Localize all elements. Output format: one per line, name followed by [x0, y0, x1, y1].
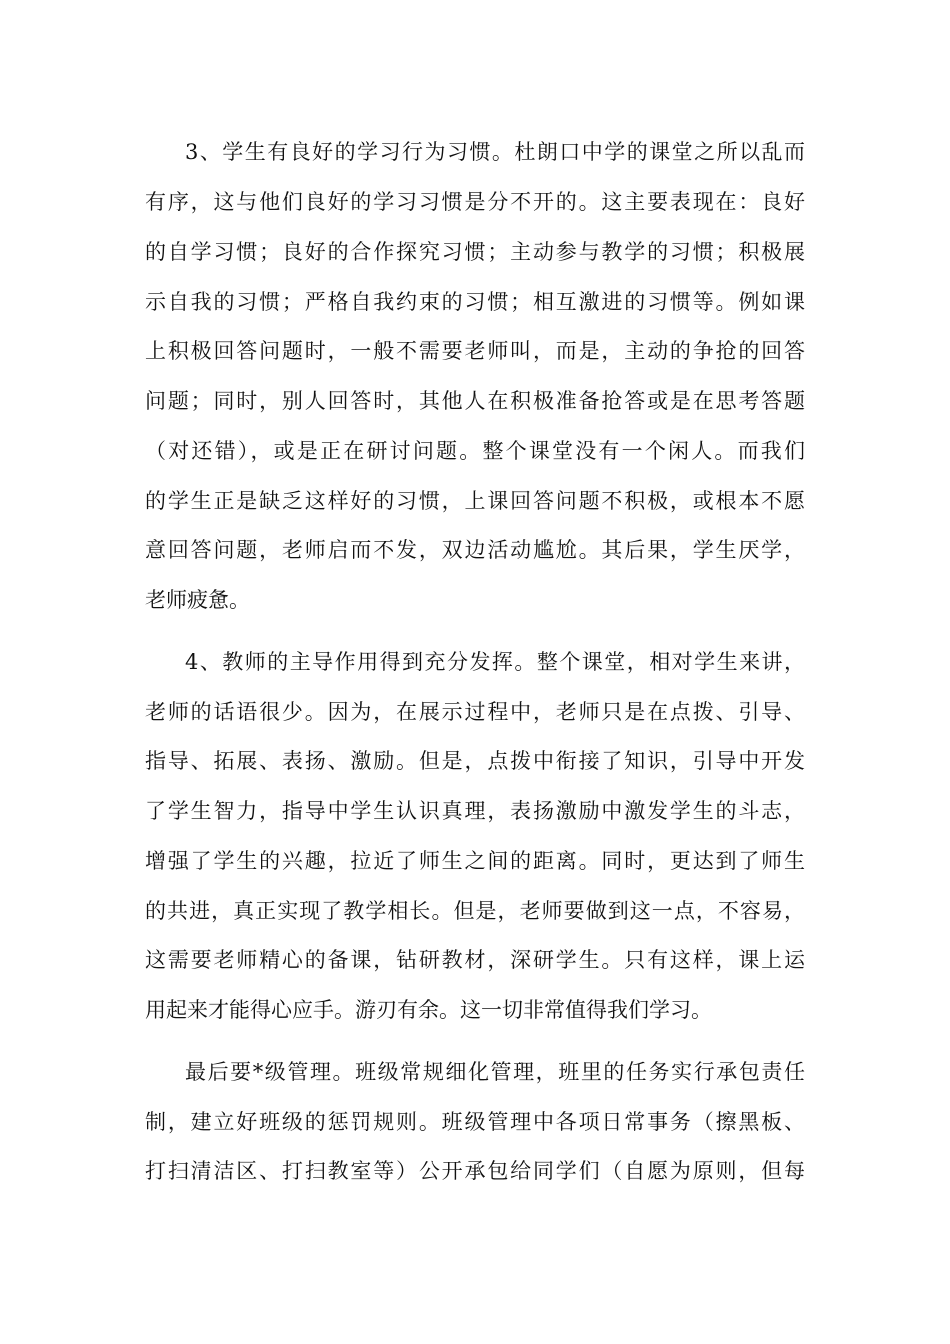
text-line: 的自学习惯；良好的合作探究习惯；主动参与教学的习惯；积极展 [145, 240, 805, 264]
text-line: 老师的话语很少。因为，在展示过程中，老师只是在点拨、引导、 [145, 700, 805, 724]
text-line: 这需要老师精心的备课，钻研教材，深研学生。只有这样，课上运 [145, 948, 805, 972]
text-line: 意回答问题，老师启而不发，双边活动尴尬。其后果，学生厌学， [145, 538, 805, 562]
text-line: 有序，这与他们良好的学习习惯是分不开的。这主要表现在：良好 [145, 190, 805, 214]
text-line: 问题；同时，别人回答时，其他人在积极准备抢答或是在思考答题 [145, 389, 805, 413]
text-line: 用起来才能得心应手。游刃有余。这一切非常值得我们学习。 [145, 998, 712, 1022]
text-line: 最后要*级管理。班级常规细化管理，班里的任务实行承包责任 [185, 1060, 805, 1084]
text-line: 的共进，真正实现了教学相长。但是，老师要做到这一点，不容易， [145, 899, 805, 923]
text-line: 示自我的习惯；严格自我约束的习惯；相互激进的习惯等。例如课 [145, 290, 805, 314]
text-line: 制，建立好班级的惩罚规则。班级管理中各项日常事务（擦黑板、 [145, 1110, 805, 1134]
text-line: 了学生智力，指导中学生认识真理，表扬激励中激发学生的斗志， [145, 799, 805, 823]
text-line: 老师疲惫。 [145, 588, 250, 612]
text-line: 打扫清洁区、打扫教室等）公开承包给同学们（自愿为原则，但每 [145, 1159, 805, 1183]
text-line: 的学生正是缺乏这样好的习惯，上课回答问题不积极，或根本不愿 [145, 489, 805, 513]
text-line: 上积极回答问题时，一般不需要老师叫，而是，主动的争抢的回答 [145, 339, 805, 363]
text-line: 增强了学生的兴趣，拉近了师生之间的距离。同时，更达到了师生 [145, 849, 805, 873]
text-line: 3、学生有良好的学习行为习惯。杜朗口中学的课堂之所以乱而 [185, 140, 805, 164]
text-line: 指导、拓展、表扬、激励。但是，点拨中衔接了知识，引导中开发 [145, 749, 805, 773]
text-line: （对还错），或是正在研讨问题。整个课堂没有一个闲人。而我们 [145, 439, 805, 463]
text-line: 4、教师的主导作用得到充分发挥。整个课堂，相对学生来讲， [185, 650, 805, 674]
